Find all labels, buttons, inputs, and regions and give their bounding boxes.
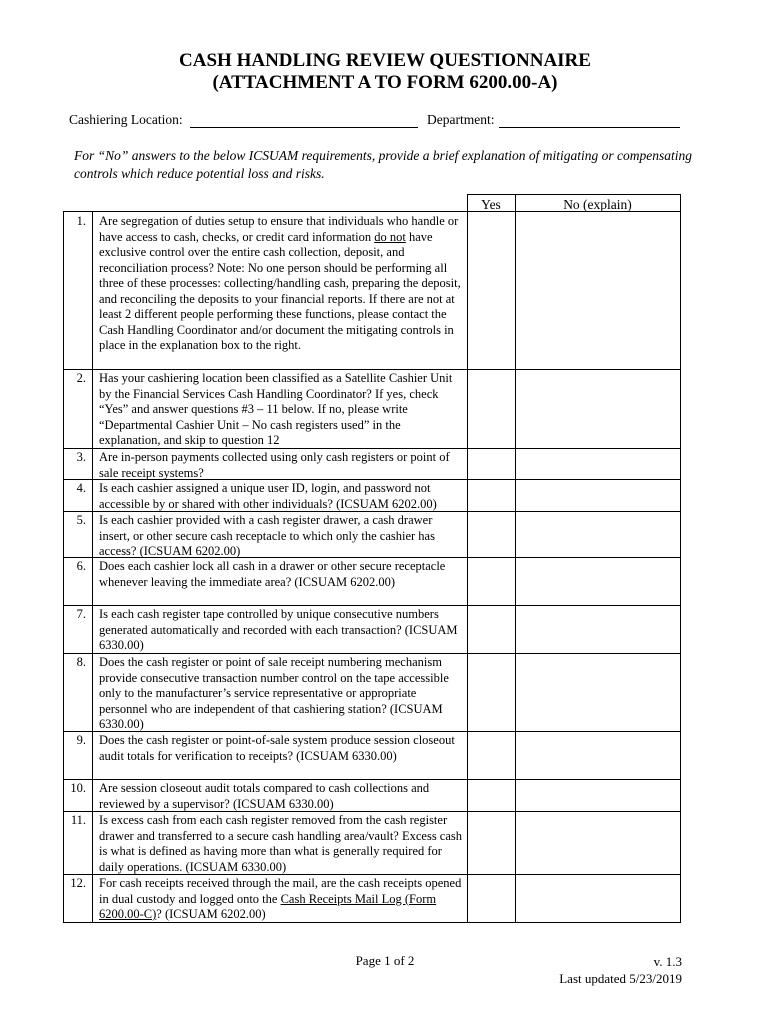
instructions: For “No” answers to the below ICSUAM requirements, provide a brief explanation of mitigating or compensating controls which reduce potential loss and risks. [74, 148, 692, 181]
yes-column-header: Yes [481, 197, 501, 212]
question-text: Are segregation of duties setup to ensure that individuals who handle or have access to cash, checks, or credit card information do not have exclusive control over the entire cash collection, deposit, and reconciliation process? Note: No one person should be performing all three of these processes: collecting/handling cash, preparing the deposit, and reconciling the deposits to your financial reports. If there are not at least 2 different people performing these functions, please contact the Cash Handling Coordinator and/or document the mitigating controls in place in the explanation box to the right. [99, 214, 461, 352]
question-number: 10. [70, 781, 86, 795]
row-divider [63, 779, 681, 780]
department-label: Department: [427, 112, 495, 127]
row-divider [63, 605, 681, 606]
question-number: 3. [76, 450, 86, 464]
question-text: Does the cash register or point-of-sale system produce session closeout audit totals for verification to receipts? (ICSUAM 6330.00) [99, 733, 455, 763]
version-info [559, 953, 682, 987]
department-field[interactable] [499, 127, 680, 128]
question-number: 7. [76, 607, 86, 621]
question-text: Is each cashier assigned a unique user ID, login, and password not accessible by or shared with other individuals? (ICSUAM 6202.00) [99, 481, 437, 511]
row-divider [63, 369, 681, 370]
question-text: Are session closeout audit totals compared to cash collections and reviewed by a supervisor? (ICSUAM 6330.00) [99, 781, 430, 811]
question-number: 8. [76, 655, 86, 669]
yes-cell-q1[interactable] [468, 212, 515, 369]
question-text: Does the cash register or point of sale receipt numbering mechanism provide consecutive transaction number control on the tape accessible only to the manufacturer’s service representative or appropriate personnel who are independent of that cashiering station? (ICSUAM 6330.00) [99, 655, 449, 731]
question-number: 6. [76, 559, 86, 573]
question-number: 5. [76, 513, 86, 527]
question-text: Is each cash register tape controlled by unique consecutive numbers generated automatically and recorded with each transaction? (ICSUAM 6330.00) [99, 607, 458, 652]
question-number: 1. [76, 214, 86, 228]
question-number: 12. [70, 876, 86, 890]
question-text: Does each cashier lock all cash in a drawer or other secure receptacle whenever leaving the immediate area? (ICSUAM 6202.00) [99, 559, 446, 589]
form-subtitle: (ATTACHMENT A TO FORM 6200.00-A) [212, 72, 558, 93]
question-number: 11. [70, 813, 86, 827]
question-text: Is excess cash from each cash register removed from the cash register drawer and transferred to a secure cash handling area/vault? Excess cash is what is defined as having more than what is generally required for daily operations. (ICSUAM 6330.00) [99, 813, 463, 874]
question-number: 9. [76, 733, 86, 747]
question-number: 2. [76, 371, 86, 385]
last-updated: Last updated 5/23/2019 [559, 971, 682, 986]
version-label: v. 1.3 [653, 954, 682, 969]
question-text: Is each cashier provided with a cash register drawer, a cash drawer insert, or other secure cash receptacle to which only the cashier has access? (ICSUAM 6202.00) [99, 513, 435, 558]
table-num-divider [92, 211, 93, 923]
page-number: Page 1 of 2 [355, 953, 415, 968]
no-column-header: No (explain) [563, 197, 632, 212]
question-text: Are in-person payments collected using only cash registers or point of sale receipt systems? [99, 450, 450, 480]
cashiering-location-label: Cashiering Location: [69, 112, 183, 127]
no-explain-cell-q1[interactable] [516, 212, 680, 369]
table-right-border [680, 194, 681, 923]
cashiering-location-field[interactable] [190, 127, 418, 128]
form-title: CASH HANDLING REVIEW QUESTIONNAIRE [179, 50, 591, 71]
question-number: 4. [76, 481, 86, 495]
question-text: Has your cashiering location been classified as a Satellite Cashier Unit by the Financial Services Cash Handling Coordinator? If yes, check “Yes” and answer questions #3 – 11 below. If no, please write “Departmental Cashier Unit – No cash registers used” in the explanation, and skip to question 12 [99, 371, 453, 447]
question-text: For cash receipts received through the mail, are the cash receipts opened in dual custody and logged onto the Cash Receipts Mail Log (Form 6200.00-C)? (ICSUAM 6202.00) [99, 876, 462, 921]
table-top-border [467, 194, 681, 195]
